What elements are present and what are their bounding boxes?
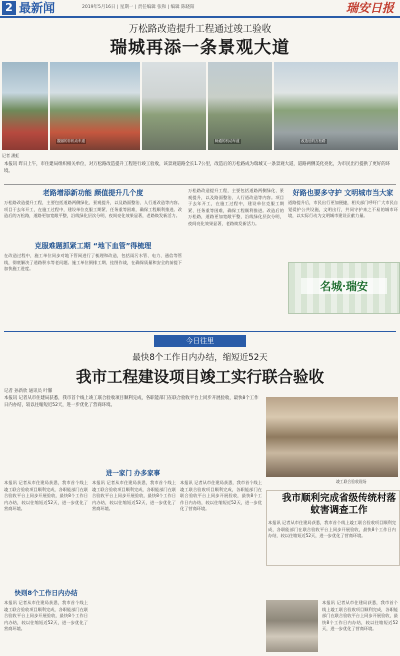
bottom-col-1-text: 本报讯 记者从市住建局获悉，我市首个线上竣工联合验收项目顺利完成，各职能部门在联合验收平台上同步开展验收，最快8个工作日内办结，较以往缩短近52天，进一步优化了营商环境。	[4, 480, 88, 512]
column-3-text: 道路提升后，市民出行更加便捷，相关部门呼吁广大市民自觉爱护公共设施，文明出行，共同守护来之不易的城市环境，以实际行动为文明城市建设贡献力量。	[288, 200, 398, 219]
column-mid	[188, 188, 284, 328]
bottom-col-1b	[4, 600, 88, 652]
photo-bike-lane	[2, 62, 48, 150]
right-story-text: 本报讯 记者从市住建局获悉，我市首个线上竣工联合验收项目顺利完成，各职能部门在联合验收平台上同步开展验收，最快8个工作日内办结，较以往缩短近52天，进一步优化了营商环境。	[268, 520, 396, 539]
byline: 记者 孙新欣 通讯员 叶馨	[4, 389, 53, 394]
photo-caption-1: 靓丽的非机动车道	[57, 139, 85, 143]
famous-city-title: 名城·瑞安	[301, 278, 387, 294]
right-story-headline: 我市顺利完成省级传统村落蚊害调查工作	[282, 493, 397, 516]
photo-meeting	[266, 397, 398, 477]
issue-meta: 2019年5月16日 | 星期一 | 责任编辑 张和 | 编辑 陈晓阳	[82, 5, 195, 10]
bottom-col-2	[92, 480, 176, 650]
photo-caption-2: 畅通的机动车道	[215, 139, 240, 143]
top-headline: 瑞城再添一条景观大道	[110, 38, 290, 58]
column-mid-text: 万松路改造提升工程，主要包括道路两侧绿化、景观提升，以及路面整治、人行道改造等内容。项目于去年开工，在施工过程中，建设单位克服工期紧、任务重等困难，确保工程顺利推进。改造后的万松路，道路更加宽敞平整，沿线绿化层次分明，夜间亮化效果显著，老路焕发新活力。	[188, 188, 284, 226]
bottom-col-3-text: 本报讯 记者从市住建局获悉，我市首个线上竣工联合验收项目顺利完成，各职能部门在联合验收平台上同步开展验收，最快8个工作日内办结，较以往缩短近52天，进一步优化了营商环境。	[180, 480, 262, 512]
photo-village	[266, 600, 318, 652]
photo-street	[208, 62, 272, 150]
meeting-photo-caption: 竣工联合验收现场	[336, 479, 367, 484]
section-divider	[4, 331, 396, 332]
bottom-col-2-text: 本报讯 记者从市住建局获悉，我市首个线上竣工联合验收项目顺利完成，各职能部门在联合验收平台上同步开展验收，最快8个工作日内办结，较以往缩短近52天，进一步优化了营商环境。	[92, 480, 176, 512]
famous-city-banner	[288, 262, 400, 314]
column-2-head: 克服难题抓紧工期 “地下血管”得梳理	[34, 242, 152, 250]
column-2	[4, 240, 182, 328]
column-3	[288, 187, 398, 259]
bottom-col-1b-text: 本报讯 记者从市住建局获悉，我市首个线上竣工联合验收项目顺利完成，各职能部门在联合验收平台上同步开展验收，最快8个工作日内办结，较以往缩短近52天，进一步优化了营商环境。	[4, 600, 88, 632]
photo-caption-3: 改造后的万松路	[301, 139, 326, 143]
bottom-col-3	[180, 480, 262, 650]
column-1	[4, 187, 182, 239]
right-story-col-text: 本报讯 记者从市住建局获悉，我市首个线上竣工联合验收项目顺利完成，各职能部门在联合验收平台上同步开展验收，最快8个工作日内办结，较以往缩短近52天，进一步优化了营商环境。	[322, 600, 398, 632]
column-2-text: 在改造过程中，施工单位同步对地下管网进行了梳理和改造，包括雨污水管、电力、通信等管线，彻底解决了道路积水等老问题。施工单位倒排工期、挂图作战，在确保质量和安全的前提下加快施工进度。	[4, 253, 182, 272]
page-number: 2	[2, 1, 16, 15]
column-3-head: 好路也要多守护 文明城市当大家	[292, 189, 394, 197]
divider	[4, 184, 396, 185]
photo-road	[142, 62, 206, 150]
newspaper-logo: 瑞安日报	[345, 1, 394, 15]
bottom-lede: 本报讯 记者从市住建局获悉，我市首个线上竣工联合验收项目顺利完成，各职能部门在联合验收平台上同步开展验收，最快8个工作日内办结，较以往缩短近52天，进一步优化了营商环境。	[4, 396, 259, 408]
section-title: 最新闻	[19, 1, 56, 15]
photo-wide-street	[274, 62, 398, 150]
right-story-col	[322, 600, 398, 652]
page-header	[0, 0, 400, 18]
bottom-col-1	[4, 480, 88, 580]
top-subhead: 万松路改造提升工程通过竣工验收	[128, 24, 272, 35]
bottom-subhead: 最快8个工作日内办结，缩短近52天	[132, 353, 268, 363]
subsection-b-head: 快则8个工作日内办结	[14, 589, 78, 597]
right-story-text-block	[268, 520, 396, 598]
subsection-a-head: 进一家门 办多家事	[105, 469, 161, 477]
photo-road-red	[50, 62, 140, 150]
column-1-text: 万松路改造提升工程，主要包括道路两侧绿化、景观提升，以及路面整治、人行道改造等内容。项目于去年开工，在施工过程中，建设单位克服工期紧、任务重等困难，确保工程顺利推进。改造后的万松路，道路更加宽敞平整，沿线绿化层次分明，夜间亮化效果显著，老路焕发新活力。	[4, 200, 182, 219]
column-1-head: 老路增添新功能 颜值提升几个度	[42, 189, 144, 197]
top-lede: 本报讯 昨日上午，市住建局组织相关单位，对万松路改造提升工程进行竣工验收，该景观道路全长1.7公里，改造后的万松路成为瑞城又一条景观大道，道路两侧美化亮化，为市民出行提供了更好的环境。	[4, 162, 390, 174]
photo-credit: 记者 潘虹	[2, 153, 20, 158]
today-label: 今日往里	[154, 335, 246, 347]
bottom-headline: 我市工程建设项目竣工实行联合验收	[75, 368, 324, 386]
